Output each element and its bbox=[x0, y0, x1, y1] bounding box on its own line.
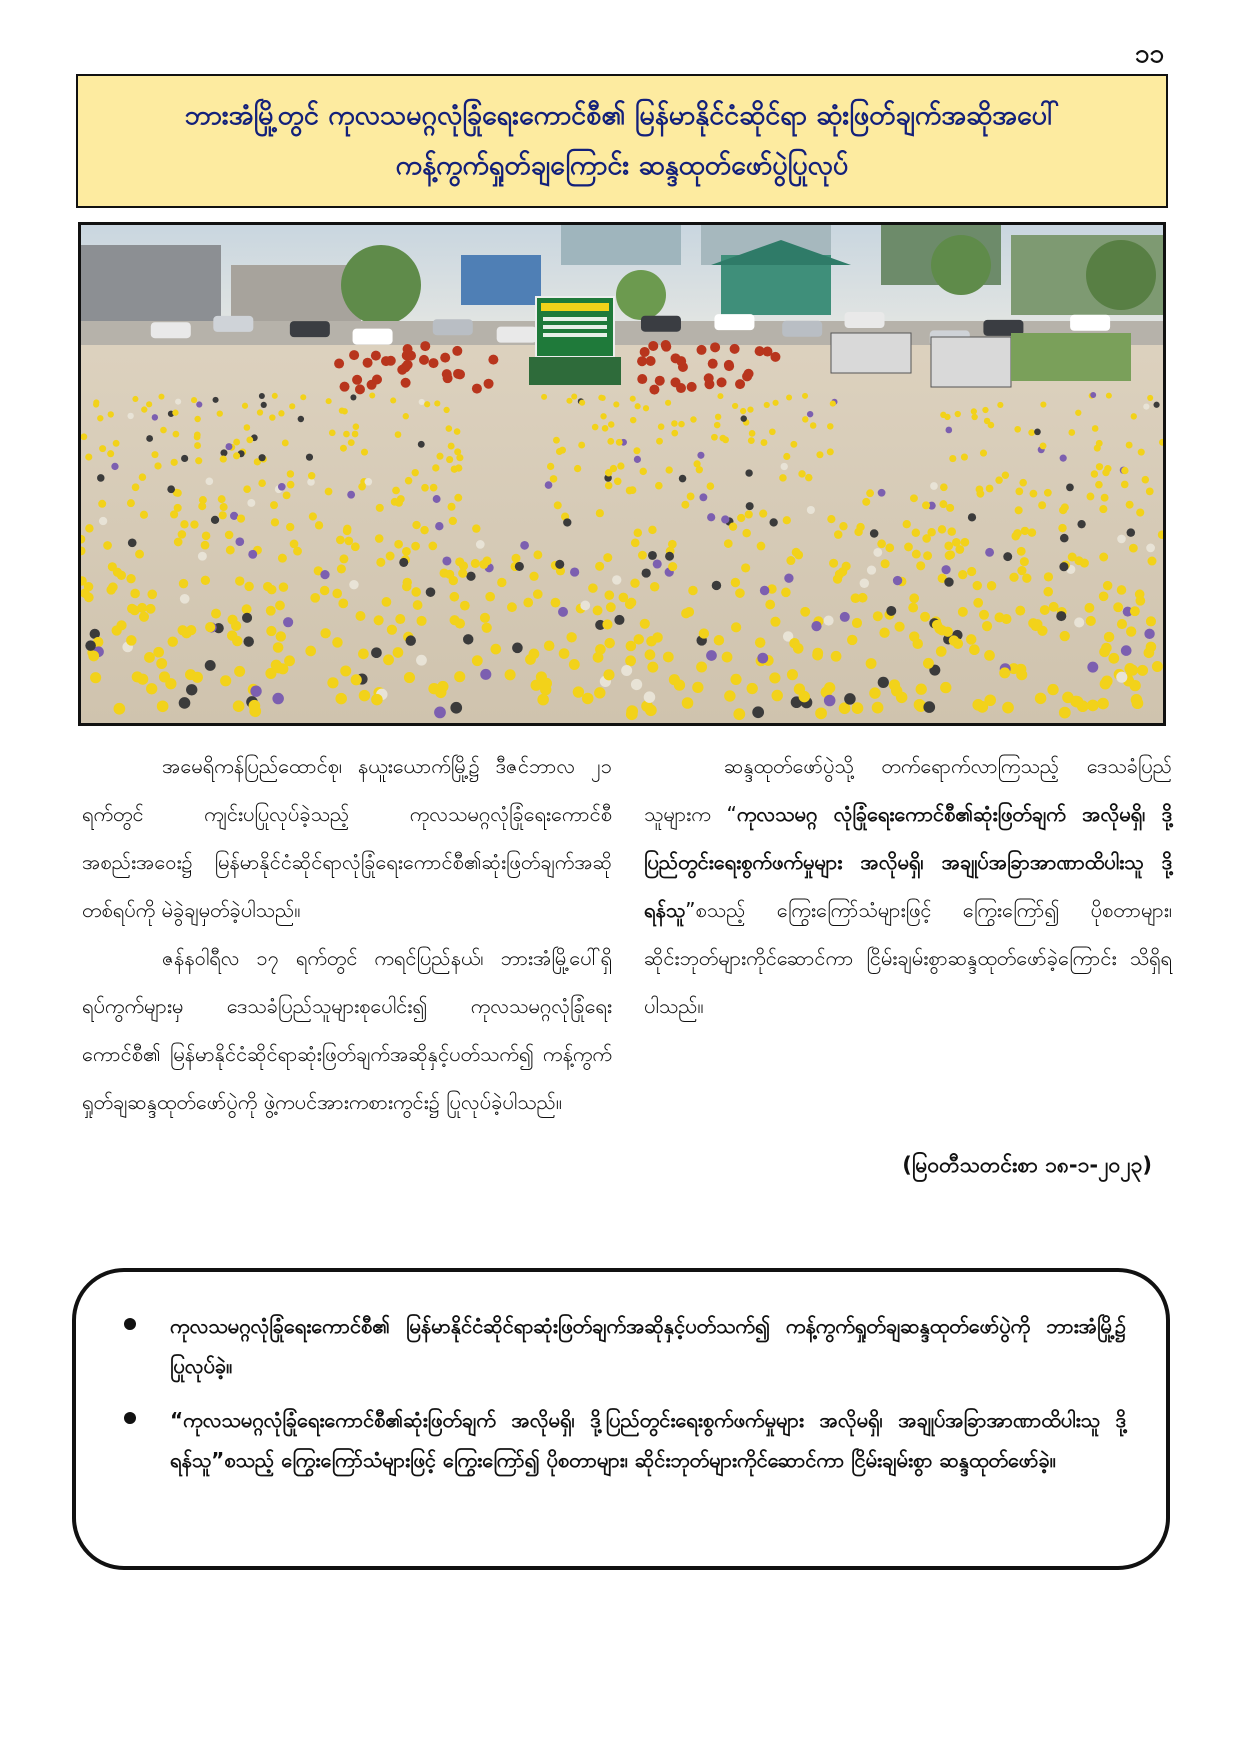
article-paragraph-3 bbox=[644, 742, 1172, 1030]
event-photo bbox=[78, 222, 1166, 726]
bullet-icon bbox=[124, 1318, 136, 1330]
article-paragraph-1: အမေရိကန်ပြည်ထောင်စု၊ နယူးယောက်မြို့၌ ဒီဇင်ဘာလ ၂၁ ရက်တွင် ကျင်းပပြုလုပ်ခဲ့သည့် ကုလသမဂ္ဂလုံခြုံရေးကောင်စီအစည်းအဝေး၌ မြန်မာနိုင်ငံဆိုင်ရာလုံခြုံရေးကောင်စီ၏ဆုံးဖြတ်ချက်အဆိုတစ်ရပ်ကို မဲခွဲချမှတ်ခဲ့ပါသည်။ bbox=[82, 754, 612, 922]
summary-item-text: “ကုလသမဂ္ဂလုံခြုံရေးကောင်စီ၏ဆုံးဖြတ်ချက် အလိုမရှိ၊ ဒို့ပြည်တွင်းရေးစွက်ဖက်မှုများ အလိုမရှိ၊ အချုပ်အခြာအာဏာထိပါးသူ ဒို့ရန်သူ”စသည့် ကြွေးကြော်သံများဖြင့် ကြွေးကြော်၍ ပိုစတာများ၊ ဆိုင်းဘုတ်များကိုင်ဆောင်ကာ ငြိမ်းချမ်းစွာ ဆန္ဒထုတ်ဖော်ခဲ့။ bbox=[170, 1408, 1126, 1472]
article-paragraph-2: ဇန်နဝါရီလ ၁၇ ရက်တွင် ကရင်ပြည်နယ်၊ ဘားအံမြို့ပေါ်ရှိ ရပ်ကွက်များမှ ဒေသခံပြည်သူများစုပေါင်း၍ ကုလသမဂ္ဂလုံခြုံရေးကောင်စီ၏ မြန်မာနိုင်ငံဆိုင်ရာဆုံးဖြတ်ချက်အဆိုနှင့်ပတ်သက်၍ ကန့်ကွက်ရှုတ်ချဆန္ဒထုတ်ဖော်ပွဲကို ဖွဲ့ကပင်အားကစားကွင်း၌ ပြုလုပ်ခဲ့ပါသည်။ bbox=[82, 946, 612, 1114]
quote-outro: ”စသည့် ကြွေးကြော်သံများဖြင့် ကြွေးကြော်၍ ပိုစတာများ၊ ဆိုင်းဘုတ်များကိုင်ဆောင်ကာ ငြိမ်းချမ်းစွာဆန္ဒထုတ်ဖော်ခဲ့ကြောင်း သိရှိရပါသည်။ bbox=[644, 898, 1172, 1018]
quote-intro: ဆန္ဒထုတ်ဖော်ပွဲသို့ တက်ရောက်လာကြသည့် ဒေသခံပြည်သူများက “ bbox=[644, 754, 1172, 826]
summary-item-text: ကုလသမဂ္ဂလုံခြုံရေးကောင်စီ၏ မြန်မာနိုင်ငံဆိုင်ရာဆုံးဖြတ်ချက်အဆိုနှင့်ပတ်သက်၍ ကန့်ကွက်ရှုတ်ချဆန္ဒထုတ်ဖော်ပွဲကို ဘားအံမြို့၌ ပြုလုပ်ခဲ့။ bbox=[170, 1314, 1126, 1378]
summary-item-2 bbox=[118, 1400, 1126, 1480]
bullet-icon bbox=[124, 1412, 136, 1424]
headline-line-1: ဘားအံမြို့တွင် ကုလသမဂ္ဂလုံခြုံရေးကောင်စီ၏ မြန်မာနိုင်ငံဆိုင်ရာ ဆုံးဖြတ်ချက်အဆိုအပေါ် bbox=[184, 100, 1060, 131]
headline-line-2: ကန့်ကွက်ရှုတ်ချကြောင်း ဆန္ဒထုတ်ဖော်ပွဲပြုလုပ် bbox=[395, 150, 849, 181]
summary-box bbox=[72, 1268, 1170, 1570]
headline-box bbox=[76, 74, 1168, 208]
crowd-photo-illustration bbox=[81, 225, 1163, 723]
article-right-column bbox=[644, 742, 1172, 1030]
summary-item-1 bbox=[118, 1306, 1126, 1386]
summary-list bbox=[118, 1306, 1126, 1480]
article-left-column bbox=[82, 742, 612, 1126]
source-citation: (မြဝတီသတင်းစာ ၁၈-၁-၂၀၂၃) bbox=[902, 1153, 1152, 1177]
slogan-text: ကုလသမဂ္ဂ လုံခြုံရေးကောင်စီ၏ဆုံးဖြတ်ချက် အလိုမရှိ၊ ဒို့ပြည်တွင်းရေးစွက်ဖက်မှုများ အလိုမရှိ၊ အချုပ်အခြာအာဏာထိပါးသူ ဒို့ရန်သူ bbox=[644, 802, 1172, 922]
page-number: ၁၁ bbox=[1134, 39, 1164, 69]
